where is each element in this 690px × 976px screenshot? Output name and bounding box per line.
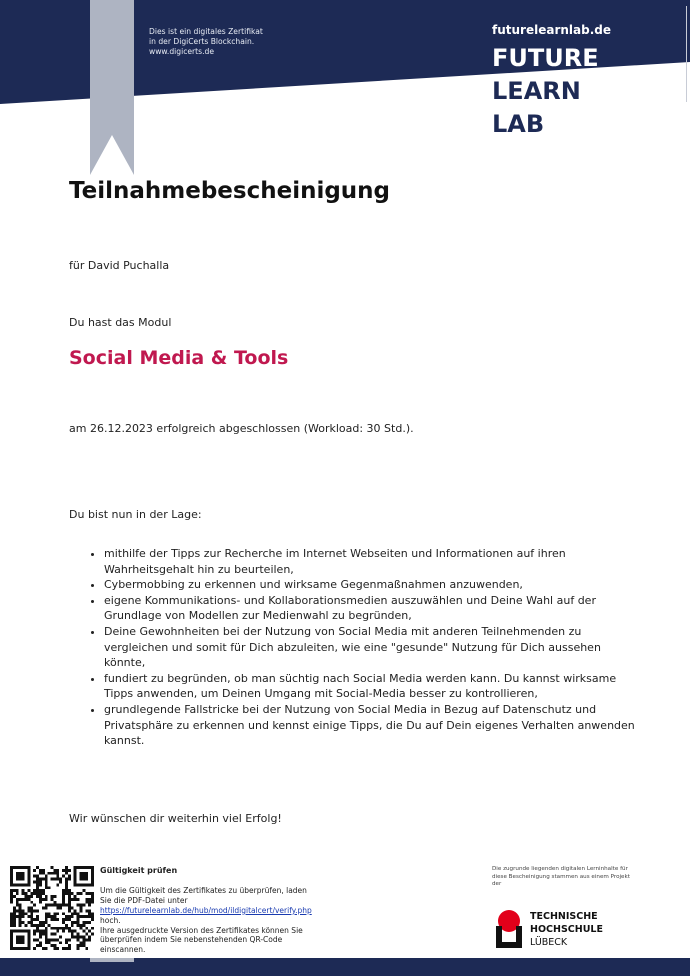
qr-instructions: Ihre ausgedruckte Version des Zertifikates können Sie überprüfen indem Sie nebenstehenden QR-Code einscannen. [100,925,303,955]
closing-wish: Wir wünschen dir weiterhin viel Erfolg! [69,812,282,825]
list-item: • Cybermobbing zu erkennen und wirksame Gegenmaßnahmen anzuwenden, [104,577,644,593]
th-luebeck-logo-icon [494,908,524,950]
certificate-title: Teilnahmebescheinigung [69,178,391,204]
verify-link[interactable]: https://futurelearnlab.de/hub/mod/ildigitalcert/verify.php [100,905,312,915]
footer-ribbon-tab [90,958,134,962]
project-note: Die zugrunde liegenden digitalen Lerninhalte für diese Bescheinigung stammen aus einem Projekt der [492,866,630,887]
list-item: • Deine Gewohnheiten bei der Nutzung von Social Media mit anderen Teilnehmenden zu vergleichen und somit für Dich abzuleiten, wie eine "gesunde" Nutzung für Dich aussehen könnte, [104,624,644,671]
recipient-line: für David Puchalla [69,259,170,272]
list-item: • grundlegende Fallstricke bei der Nutzung von Social Media in Bezug auf Datenschutz und Privatsphäre zu erkennen und kennst einige Tipps, die Du auf Dein eigenes Verhalten anwenden kannst. [104,702,644,749]
module-intro: Du hast das Modul [69,316,172,329]
verification-block [100,866,318,955]
th-name-line: HOCHSCHULE [530,924,603,935]
th-luebeck-name [530,910,603,949]
blockchain-note [149,27,263,57]
learning-outcomes-list [88,546,644,749]
blockchain-line: in der DigiCerts Blockchain. [149,37,255,46]
footer-band [0,958,690,976]
brand-url: futurelearnlab.de [492,23,611,37]
verification-text: Um die Gültigkeit des Zertifikates zu überprüfen, laden Sie die PDF-Datei unter [100,885,307,905]
qr-code-icon[interactable] [10,866,94,950]
list-item: • eigene Kommunikations- und Kollaborationsmedien auszuwählen und Deine Wahl auf der Grundlage von Modellen zur Medienwahl zu begründen, [104,593,644,624]
brand-logo-line-future: FUTURE [492,44,599,72]
header-edge-rule [686,6,687,102]
bookmark-ribbon-icon [90,0,134,175]
brand-logo-line-learn: LEARN [492,77,581,105]
list-item: • mithilfe der Tipps zur Recherche im Internet Webseiten und Informationen auf ihren Wahrheitsgehalt hin zu beurteilen, [104,546,644,577]
blockchain-line: www.digicerts.de [149,47,215,56]
completion-line: am 26.12.2023 erfolgreich abgeschlossen (Workload: 30 Std.). [69,422,414,435]
module-name: Social Media & Tools [69,347,289,369]
outcomes-intro: Du bist nun in der Lage: [69,508,202,521]
brand-logo-line-lab: LAB [492,110,545,138]
verification-text-after: hoch. [100,915,121,925]
blockchain-line: Dies ist ein digitales Zertifikat [149,27,263,36]
th-name-city: LÜBECK [530,937,568,948]
list-item: • fundiert zu begründen, ob man süchtig nach Social Media werden kann. Du kannst wirksame Tipps anwenden, um Deinen Umgang mit Social-Media besser zu kontrollieren, [104,671,644,702]
verification-title: Gültigkeit prüfen [100,866,178,875]
th-name-line: TECHNISCHE [530,911,598,922]
